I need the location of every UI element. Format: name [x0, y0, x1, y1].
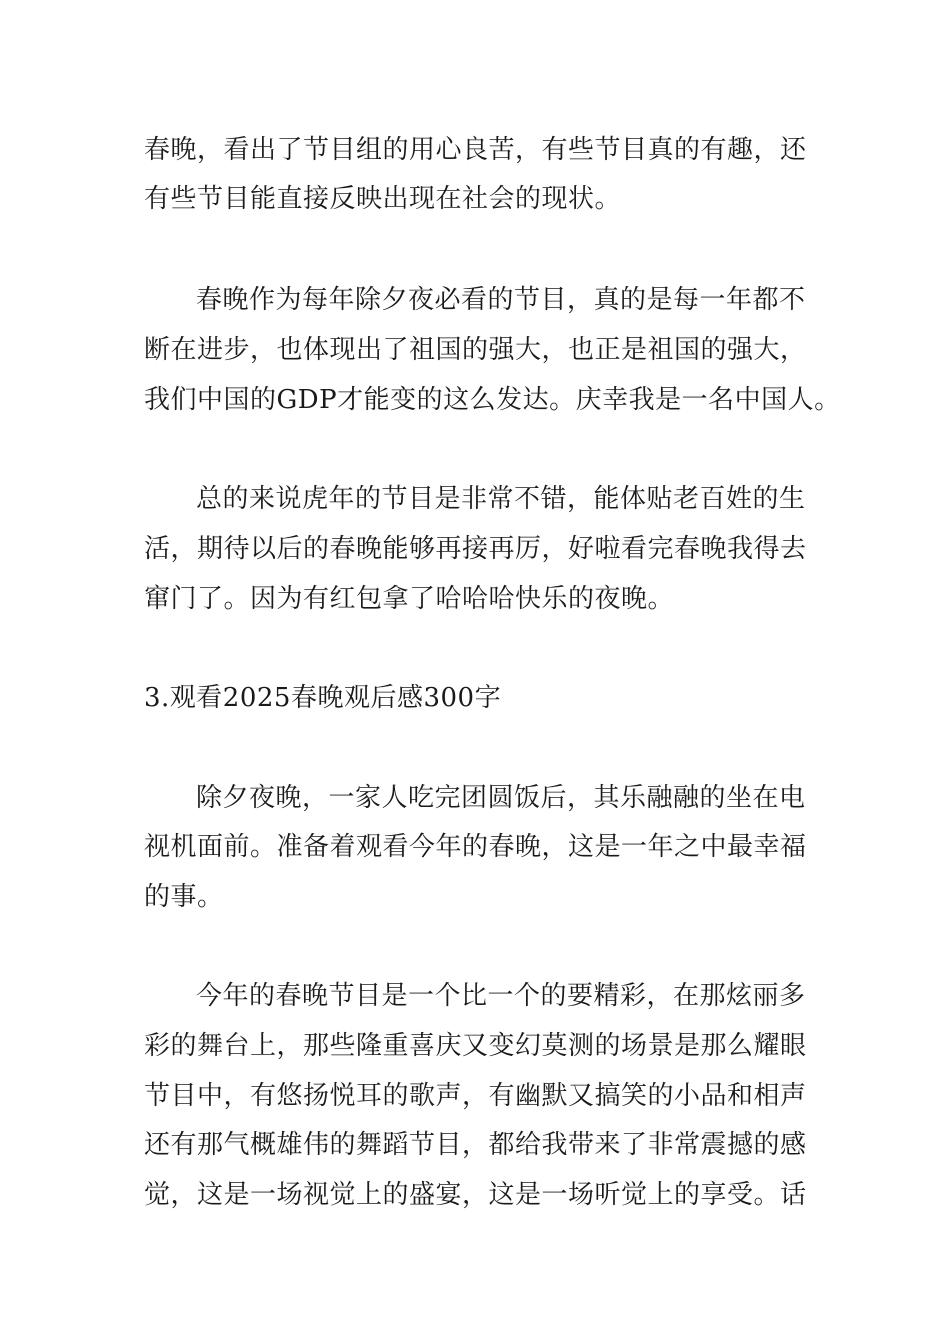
paragraph-3-line-3: 窜门了。因为有红包拿了哈哈哈快乐的夜晚。 [144, 584, 675, 614]
paragraph-1-line-2: 有些节目能直接反映出现在社会的现状。 [144, 184, 622, 214]
paragraph-5-line-5: 觉，这是一场视觉上的盛宴，这是一场听觉上的享受。话 [144, 1180, 807, 1210]
paragraph-2-line-2: 断在进步，也体现出了祖国的强大，也正是祖国的强大， [144, 335, 807, 365]
paragraph-4-line-1: 除夕夜晚，一家人吃完团圆饭后，其乐融融的坐在电 [196, 783, 806, 813]
paragraph-3-line-2: 活，期待以后的春晚能够再接再厉，好啦看完春晚我得去 [144, 534, 807, 564]
paragraph-3-line-1: 总的来说虎年的节目是非常不错，能体贴老百姓的生 [196, 484, 806, 514]
paragraph-5-line-1: 今年的春晚节目是一个比一个的要精彩，在那炫丽多 [196, 981, 806, 1011]
paragraph-4-line-2: 视机面前。准备着观看今年的春晚，这是一年之中最幸福 [144, 832, 807, 862]
paragraph-4-line-3: 的事。 [144, 882, 224, 912]
paragraph-5-line-4: 还有那气概雄伟的舞蹈节目，都给我带来了非常震撼的感 [144, 1130, 807, 1160]
paragraph-2-line-1: 春晚作为每年除夕夜必看的节目，真的是每一年都不 [196, 285, 806, 315]
paragraph-5-line-2: 彩的舞台上，那些隆重喜庆又变幻莫测的场景是那么耀眼 [144, 1031, 807, 1061]
paragraph-1-line-1: 春晚，看出了节目组的用心良苦，有些节目真的有趣，还 [144, 135, 807, 165]
section-heading: 3.观看2025春晚观后感300字 [144, 683, 502, 713]
paragraph-5-line-3: 节目中，有悠扬悦耳的歌声，有幽默又搞笑的小品和相声 [144, 1081, 807, 1111]
paragraph-2-line-3: 我们中国的GDP才能变的这么发达。庆幸我是一名中国人。 [144, 385, 841, 415]
